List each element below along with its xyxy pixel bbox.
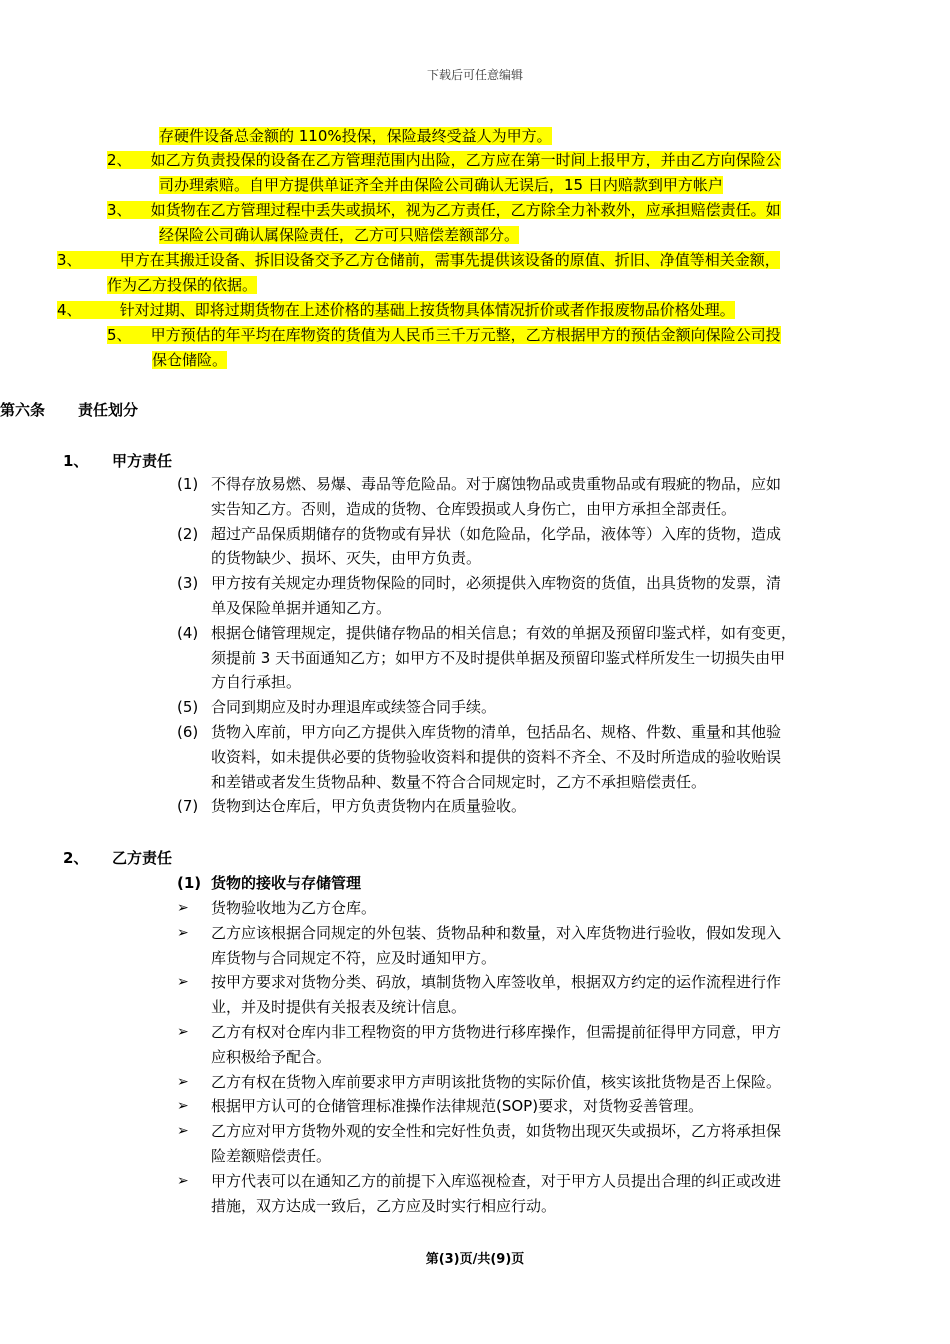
page-footer: 第(3)页/共(9)页 <box>425 1252 525 1267</box>
bullet-arrow-icon: ➢ <box>177 1024 189 1040</box>
bullet-arrow-icon: ➢ <box>177 1123 189 1140</box>
bullet-arrow-icon: ➢ <box>177 1098 189 1115</box>
highlight-line-1: 存硬件设备总金额的 110%投保，保险最终受益人为甲方。 <box>159 127 552 145</box>
party-a-item-number: (5) <box>177 698 199 717</box>
party-a-item-line: 不得存放易燃、易爆、毒品等危险品。对于腐蚀物品或贵重物品或有瑕疵的物品，应如 <box>211 475 782 493</box>
highlight-outer-4: 4、 针对过期、即将过期货物在上述价格的基础上按货物具体情况折价或者作报废物品价格处理。 <box>57 301 735 319</box>
party-a-item-number: (1) <box>177 475 199 493</box>
highlight-outer-3: 3、 甲方在其搬迁设备、拆旧设备交予乙方仓储前，需事先提供该设备的原值、折旧、净值等相关金额， <box>57 251 780 269</box>
party-b-bullet-line: 业，并及时提供有关报表及统计信息。 <box>211 998 467 1017</box>
page-header: 下载后可任意编辑 <box>426 68 523 82</box>
party-a-item-number: (6) <box>177 723 199 741</box>
bullet-arrow-icon: ➢ <box>177 924 189 941</box>
party-a-item-number: (7) <box>177 797 199 816</box>
party-a-title: 甲方责任 <box>112 452 173 470</box>
party-a-item-line: 单及保险单据并通知乙方。 <box>211 599 392 617</box>
party-a-item-line: 须提前 3 天书面通知乙方；如甲方不及时提供单据及预留印鉴式样所发生一切损失由甲 <box>211 648 786 667</box>
party-a-item-line: 货物到达仓库后，甲方负责货物内在质量验收。 <box>211 797 527 816</box>
party-b-bullet-line: 措施，双方达成一致后，乙方应及时实行相应行动。 <box>211 1196 557 1215</box>
party-a-item-line: 收资料，如未提供必要的货物验收资料和提供的资料不齐全、不及时所造成的验收贻误 <box>211 747 782 766</box>
highlight-item-3-cont: 经保险公司确认属保险责任，乙方可只赔偿差额部分。 <box>159 226 520 244</box>
party-a-number: 1、 <box>63 452 89 470</box>
bullet-arrow-icon: ➢ <box>177 900 189 916</box>
party-a-item-line: 根据仓储管理规定，提供储存物品的相关信息；有效的单据及预留印鉴式样，如有变更， <box>211 623 797 642</box>
party-a-item-number: (2) <box>177 524 199 543</box>
party-b-bullet-line: 甲方代表可以在通知乙方的前提下入库巡视检查，对于甲方人员提出合理的纠正或改进 <box>211 1171 782 1190</box>
party-a-item-line: 超过产品保质期储存的货物或有异状（如危险品，化学品，液体等）入库的货物，造成 <box>211 524 782 543</box>
highlight-item-2-cont: 司办理索赔。自甲方提供单证齐全并由保险公司确认无误后，15 日内赔款到甲方帐户 <box>159 176 723 194</box>
highlight-outer-5: 5、 甲方预估的年平均在库物资的货值为人民币三千万元整，乙方根据甲方的预估金额向保险公司投 <box>107 326 781 344</box>
party-a-item-line: 和差错或者发生货物品种、数量不符合合同规定时，乙方不承担赔偿责任。 <box>211 772 707 791</box>
party-b-bullet-line: 乙方有权对仓库内非工程物资的甲方货物进行移库操作，但需提前征得甲方同意，甲方 <box>211 1023 782 1041</box>
party-b-number: 2、 <box>63 849 89 867</box>
highlight-outer-3-cont: 作为乙方投保的依据。 <box>107 276 258 294</box>
party-b-bullet-line: 乙方有权在货物入库前要求甲方声明该批货物的实际价值，核实该批货物是否上保险。 <box>211 1072 782 1091</box>
party-a-item-number: (3) <box>177 574 199 593</box>
party-b-bullet-line: 乙方应该根据合同规定的外包装、货物品种和数量，对入库货物进行验收，假如发现入 <box>211 923 782 942</box>
party-b-sub-number: (1) <box>177 874 202 892</box>
highlight-item-3: 3、 如货物在乙方管理过程中丢失或损坏，视为乙方责任，乙方除全力补救外，应承担赔偿责任。如 <box>107 201 781 219</box>
party-b-title: 乙方责任 <box>112 849 173 867</box>
bullet-arrow-icon: ➢ <box>177 1073 189 1090</box>
party-b-bullet-line: 根据甲方认可的仓储管理标准操作法律规范(SOP)要求，对货物妥善管理。 <box>211 1097 704 1116</box>
party-a-item-line: 方自行承担。 <box>211 673 302 692</box>
party-b-bullet-line: 货物验收地为乙方仓库。 <box>211 899 377 917</box>
party-b-bullet-line: 应积极给予配合。 <box>211 1047 332 1066</box>
party-a-item-number: (4) <box>177 623 199 642</box>
party-b-bullet-line: 按甲方要求对货物分类、码放，填制货物入库签收单，根据双方约定的运作流程进行作 <box>211 973 782 992</box>
party-b-sub-title: 货物的接收与存储管理 <box>211 874 362 892</box>
party-a-item-line: 实告知乙方。否则，造成的货物、仓库毁损或人身伤亡，由甲方承担全部责任。 <box>211 499 737 518</box>
bullet-arrow-icon: ➢ <box>177 1172 189 1189</box>
party-a-item-line: 甲方按有关规定办理货物保险的同时，必须提供入库物资的货值，出具货物的发票，清 <box>211 574 782 593</box>
article-label: 第六条 <box>0 401 46 419</box>
highlight-item-2: 2、 如乙方负责投保的设备在乙方管理范围内出险，乙方应在第一时间上报甲方，并由乙方向保险公 <box>107 151 781 169</box>
bullet-arrow-icon: ➢ <box>177 974 189 991</box>
highlight-outer-5-cont: 保仓储险。 <box>152 351 228 369</box>
party-a-item-line: 货物入库前，甲方向乙方提供入库货物的清单，包括品名、规格、件数、重量和其他验 <box>211 723 782 741</box>
article-title: 责任划分 <box>78 401 139 419</box>
party-b-bullet-line: 险差额赔偿责任。 <box>211 1147 332 1165</box>
party-b-bullet-line: 乙方应对甲方货物外观的安全性和完好性负责，如货物出现灭失或损坏，乙方将承担保 <box>211 1122 782 1141</box>
party-b-bullet-line: 库货物与合同规定不符，应及时通知甲方。 <box>211 948 497 967</box>
party-a-item-line: 的货物缺少、损坏、灭失，由甲方负责。 <box>211 549 482 568</box>
party-a-item-line: 合同到期应及时办理退库或续签合同手续。 <box>211 698 497 717</box>
